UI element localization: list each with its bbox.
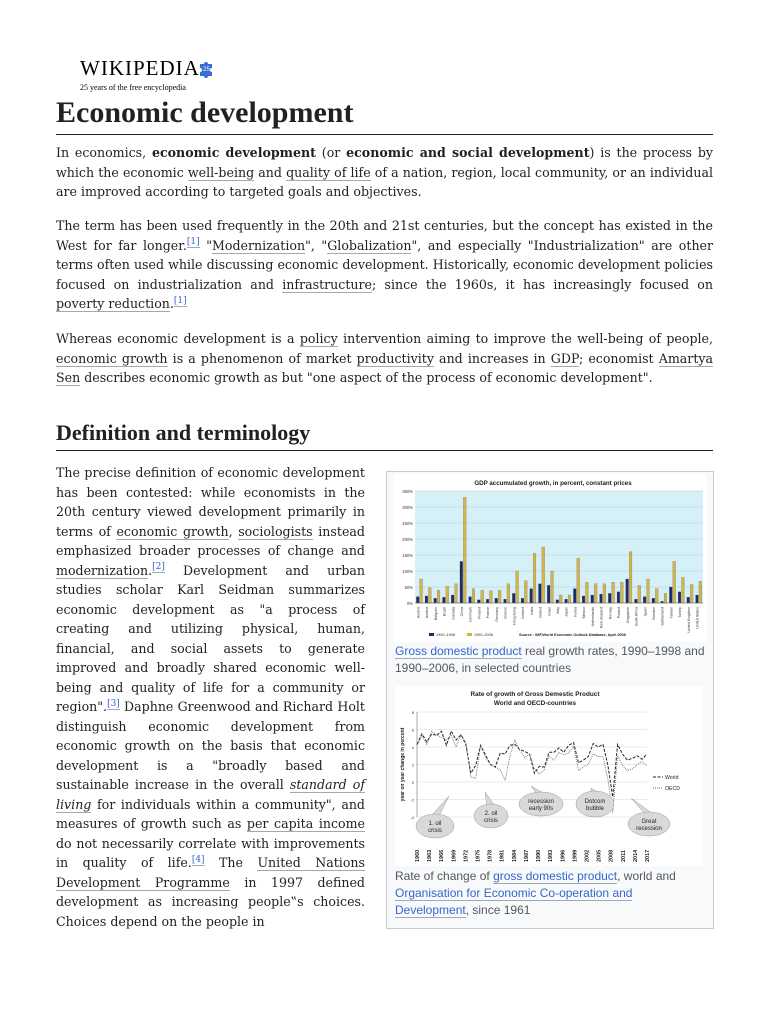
source-note: Source : IMF,World Economic Outlook Database, April 2008	[519, 633, 626, 637]
link-modernization-2[interactable]: modernization	[56, 562, 149, 578]
bar	[504, 599, 507, 603]
link-policy[interactable]: policy	[299, 331, 338, 346]
x-tick-label: United States	[695, 607, 700, 629]
bar	[634, 599, 637, 603]
x-tick-label: India	[529, 607, 534, 615]
bar	[608, 593, 611, 603]
bar	[551, 571, 554, 603]
gdp-bar-chart-image[interactable]	[393, 474, 707, 642]
x-tick-label: Austria	[416, 607, 421, 619]
bar	[678, 592, 681, 603]
y-tick-label: 0	[411, 780, 414, 785]
callout-pointer	[431, 796, 449, 816]
gdp-growth-line-chart-image[interactable]	[395, 686, 703, 866]
text: The term has been used frequently in the 20th and 21st centuries, but the concept has existed in the West for far longer.	[56, 218, 713, 253]
text: is a phenomenon of market	[167, 350, 357, 366]
legend-label: 1990–1998	[436, 633, 456, 637]
x-tick-label: France	[486, 607, 491, 619]
text: instead emphasized broader processes of change and	[56, 523, 365, 558]
text: ) is the process by which the economic	[56, 145, 713, 180]
x-tick-label: 2014	[632, 849, 639, 862]
x-tick-label: 2005	[596, 849, 603, 862]
reference-1b[interactable]: [1]	[173, 295, 187, 306]
wikipedia-logo[interactable]	[80, 56, 240, 96]
x-tick-label: Greece	[503, 607, 508, 619]
gdp-growth-line-chart	[395, 686, 703, 866]
text: ; since the 1960s, it has increasingly focused on	[371, 276, 713, 292]
link-globalization[interactable]: Globalization	[327, 237, 412, 253]
x-tick-label: Iceland	[521, 607, 526, 619]
bar	[477, 600, 480, 603]
x-tick-label: Italy	[556, 607, 560, 614]
bar	[463, 497, 466, 603]
x-tick-label: 2002	[584, 849, 591, 862]
bar	[559, 595, 562, 603]
bar	[490, 591, 493, 603]
bar	[530, 589, 533, 603]
bar	[582, 596, 585, 603]
text: intervention aiming to improve the well-being of people,	[337, 331, 714, 346]
link-quality-of-life[interactable]: quality of life	[286, 164, 371, 180]
definition-paragraph	[56, 463, 365, 931]
x-tick-label: Japan	[564, 607, 569, 617]
link-economic-growth-2[interactable]: economic growth	[116, 523, 229, 539]
y-tick-label: 300%	[402, 505, 413, 510]
bar	[538, 584, 541, 603]
callout-label-line2: early 90s	[528, 806, 554, 812]
y-axis-label: year on year change in percent	[400, 727, 406, 802]
callout-pointer	[631, 798, 653, 814]
text: .	[169, 296, 174, 311]
link-gdp[interactable]: GDP	[550, 350, 579, 366]
bar	[603, 584, 606, 603]
x-tick-label: Germany	[494, 607, 499, 622]
bar	[442, 597, 445, 603]
bar	[664, 593, 667, 603]
text: real growth rates, 1990–1998 and 1990–2006, in selected countries	[395, 644, 705, 675]
x-tick-label: New Zealand	[599, 607, 604, 629]
bar	[600, 594, 603, 603]
bar	[699, 581, 702, 603]
bar	[472, 589, 475, 603]
link-amartya-sen[interactable]: Amartya Sen	[56, 350, 713, 385]
x-tick-label: Spain	[643, 607, 648, 617]
text: and	[254, 164, 287, 180]
bar	[594, 584, 597, 603]
bar	[547, 585, 550, 603]
bar	[687, 597, 690, 603]
legend-label: OECD	[665, 786, 680, 792]
link-standard-of-living[interactable]: standard of living	[56, 777, 365, 812]
bar	[591, 595, 594, 603]
bar	[521, 598, 524, 603]
text: in 1997 defined development as increasing people‟s choices. Choices depend on the people in	[56, 874, 365, 929]
x-tick-label: Ireland	[538, 607, 543, 618]
bar	[655, 589, 658, 603]
bar	[673, 561, 676, 603]
callout-label: 1. oil	[428, 821, 442, 827]
x-tick-label: 2017	[645, 849, 651, 862]
bar	[638, 585, 641, 603]
bar	[460, 561, 463, 603]
bar	[696, 595, 699, 603]
bar	[617, 592, 620, 603]
plot-background	[415, 491, 703, 603]
text: (or	[316, 145, 347, 160]
y-tick-label: -4	[410, 815, 414, 820]
bar	[626, 579, 629, 603]
text: "	[199, 237, 212, 253]
x-tick-label: Austria	[425, 607, 430, 619]
x-tick-label: 1987	[523, 849, 530, 862]
text: The precise definition of economic development has been contested: while economists in the 20th century viewed development primarily in terms of	[56, 465, 365, 539]
x-tick-label: Canada	[451, 607, 456, 620]
y-tick-label: 200%	[402, 537, 413, 542]
bar	[629, 552, 632, 603]
text: , world and	[617, 869, 676, 883]
x-tick-label: 1981	[499, 849, 506, 862]
page-title: Economic development	[56, 96, 713, 135]
section-heading: Definition and terminology	[56, 420, 713, 451]
x-tick-label: Israel	[547, 607, 552, 616]
tagline: 25 years of the free encyclopedia	[80, 83, 186, 92]
text: for individuals within a community", and measures of growth such as	[56, 796, 365, 831]
link-economic-growth[interactable]: economic growth	[56, 350, 168, 366]
bar	[682, 577, 685, 603]
bar	[437, 590, 440, 603]
bar	[573, 589, 576, 603]
link-poverty-reduction[interactable]: poverty reduction	[56, 296, 170, 311]
x-tick-label: Singapore	[625, 607, 630, 624]
link-oecd[interactable]: Organisation for Economic Co-operation and Development	[395, 886, 633, 917]
x-tick-label: South Africa	[634, 607, 639, 627]
text: describes economic growth as but "one aspect of the process of economic development".	[80, 370, 653, 385]
intro-paragraph-2	[56, 216, 713, 314]
bar	[495, 598, 498, 603]
link-infrastructure[interactable]: infrastructure	[282, 276, 372, 292]
link-well-being[interactable]: well-being	[187, 164, 255, 180]
bar	[446, 586, 449, 603]
bar	[652, 598, 655, 603]
intro-paragraph-1	[56, 143, 713, 202]
bar	[524, 581, 527, 603]
link-undp[interactable]: United Nations Development Programme	[56, 855, 365, 890]
anniversary-badge: 25	[203, 67, 210, 73]
bar	[469, 597, 472, 603]
link-modernization[interactable]: Modernization	[212, 237, 306, 253]
y-tick-label: 150%	[402, 553, 413, 558]
x-tick-label: 1990	[536, 849, 543, 862]
callout-label: Great	[641, 819, 657, 825]
x-tick-label: 2011	[620, 850, 627, 862]
figure-box	[386, 471, 714, 929]
x-tick-label: Denmark	[468, 607, 473, 622]
legend-label: 1990–2006	[474, 633, 494, 637]
callout-label-line2: recession	[636, 826, 662, 832]
reference-2[interactable]: [2]	[152, 562, 165, 573]
chart-title: GDP accumulated growth, in percent, constant prices	[474, 480, 632, 487]
x-tick-label: 1999	[572, 849, 579, 862]
text: ; economist	[578, 350, 659, 366]
x-tick-label: Finland	[477, 607, 482, 619]
legend-swatch	[467, 633, 472, 636]
text: and increases in	[433, 350, 551, 366]
x-tick-label: 1993	[548, 849, 555, 862]
text: of a nation, region, local community, or an individual are improved according to targeted goals and objectives.	[56, 164, 713, 199]
bar	[434, 598, 437, 603]
wordmark: WIKIPEDIA	[80, 56, 200, 80]
text: do not necessarily correlate with improvements in quality of life.	[56, 835, 365, 870]
bar	[420, 579, 423, 603]
x-tick-label: United Kingdom	[686, 607, 691, 633]
link-sociologists[interactable]: sociologists	[238, 523, 313, 539]
x-tick-label: 1972	[463, 849, 470, 862]
figure2-caption	[395, 868, 707, 919]
text: Daphne Greenwood and Richard Holt distinguish economic development from economic growth on the basis that economic development is a "broadly based and sustainable increase in the overall	[56, 699, 365, 792]
bar	[416, 597, 419, 603]
bar	[533, 553, 536, 603]
bar	[647, 579, 650, 603]
x-tick-label: Brazil	[442, 607, 447, 616]
callout-label-line2: bubble	[585, 806, 605, 812]
legend-label: World	[665, 775, 679, 781]
x-tick-label: 2008	[608, 849, 615, 862]
link-productivity[interactable]: productivity	[356, 350, 434, 366]
x-tick-label: Belgium	[433, 607, 438, 620]
x-tick-label: 1996	[560, 849, 567, 862]
x-tick-label: China	[460, 607, 464, 617]
bar	[507, 584, 510, 603]
text: In economics,	[56, 145, 152, 160]
x-tick-label: Korea	[573, 607, 578, 617]
bar	[481, 590, 484, 603]
text: ,	[228, 523, 239, 539]
x-tick-label: Taiwan	[669, 607, 674, 619]
y-tick-label: -2	[410, 797, 414, 803]
legend-swatch	[429, 633, 434, 636]
callout-label: 2. oil	[484, 811, 498, 817]
bold-term: economic and social development	[346, 145, 590, 160]
bar	[486, 599, 489, 603]
y-tick-label: 100%	[402, 569, 413, 574]
callout-label-line2: crisis	[428, 828, 442, 834]
puzzle-globe-icon	[197, 58, 217, 78]
bar	[568, 595, 571, 603]
bar	[620, 582, 623, 603]
callout-label-line2: crisis	[484, 818, 498, 824]
reference-4[interactable]: [4]	[191, 854, 205, 865]
bar	[498, 590, 501, 603]
reference-3[interactable]: [3]	[107, 698, 120, 709]
x-tick-label: Mexico	[582, 607, 587, 619]
chart-title: Rate of growth of Gross Demestic Product	[470, 691, 600, 698]
x-tick-label: Hong Kong	[512, 607, 517, 625]
bar	[512, 593, 515, 603]
bar	[612, 582, 615, 603]
bar	[586, 582, 589, 603]
bar	[577, 558, 580, 603]
x-tick-label: Netherlands	[590, 607, 595, 627]
bar	[643, 597, 646, 603]
callout-label: recession	[528, 799, 554, 805]
y-tick-label: 50%	[404, 585, 413, 590]
y-tick-label: 0%	[406, 601, 413, 606]
bar	[451, 595, 454, 603]
x-tick-label: 1975	[475, 849, 482, 862]
x-tick-label: 1978	[487, 849, 494, 862]
text: ", "	[305, 237, 328, 253]
text: .	[148, 562, 153, 578]
y-tick-label: 4	[411, 745, 414, 750]
reference-1[interactable]: [1]	[186, 237, 200, 248]
link-gdp-caption[interactable]: Gross domestic product	[395, 644, 522, 658]
x-tick-label: 1984	[511, 849, 518, 862]
x-tick-label: Poland	[617, 607, 622, 619]
figure1-caption	[395, 643, 707, 677]
x-tick-label: Turkey	[678, 607, 683, 618]
y-tick-label: 8	[411, 710, 414, 715]
bar	[565, 599, 568, 603]
text: The	[204, 855, 258, 870]
x-tick-label: 1960	[415, 849, 421, 862]
x-tick-label: Sweden	[652, 607, 656, 620]
x-tick-label: Norway	[608, 607, 613, 620]
y-tick-label: 6	[411, 727, 414, 733]
gdp-bar-chart	[393, 474, 707, 642]
x-tick-label: 1963	[427, 849, 434, 862]
x-tick-label: 1966	[439, 849, 446, 862]
y-tick-label: 2	[411, 762, 414, 768]
intro-paragraph-3	[56, 329, 713, 388]
bold-term: economic development	[151, 145, 316, 160]
chart-subtitle: World and OECD-countries	[493, 700, 577, 707]
text: Rate of change of	[395, 869, 494, 883]
bar	[428, 588, 431, 603]
link-gdp-caption-2[interactable]: gross domestic product	[493, 869, 618, 883]
bar	[455, 584, 458, 603]
y-tick-label: 250%	[402, 521, 413, 526]
callout-label: Dotcom	[584, 799, 606, 805]
bar	[516, 571, 519, 603]
y-tick-label: 350%	[402, 489, 413, 494]
bar	[542, 547, 545, 603]
text: Development and urban studies scholar Karl Seidman summarizes economic development as "a process of creating and utilizing physical, human, financial, and social assets to generate improved and broadly shared economic well-being and quality of life for a community or region".	[56, 562, 365, 714]
bar	[556, 600, 559, 603]
bar	[425, 596, 428, 603]
x-tick-label: 1969	[451, 849, 458, 862]
text: Whereas economic development is a	[56, 331, 300, 346]
text: , since 1961	[465, 903, 531, 917]
bar	[669, 587, 672, 603]
text: ", and especially "Industrialization" are other terms often used while discussing economic development. Historically, economic development policies focused on industrialization and	[56, 237, 714, 292]
link-per-capita-income[interactable]: per capita income	[246, 816, 365, 831]
bar	[690, 584, 693, 603]
x-tick-label: Switzerland	[660, 607, 665, 626]
